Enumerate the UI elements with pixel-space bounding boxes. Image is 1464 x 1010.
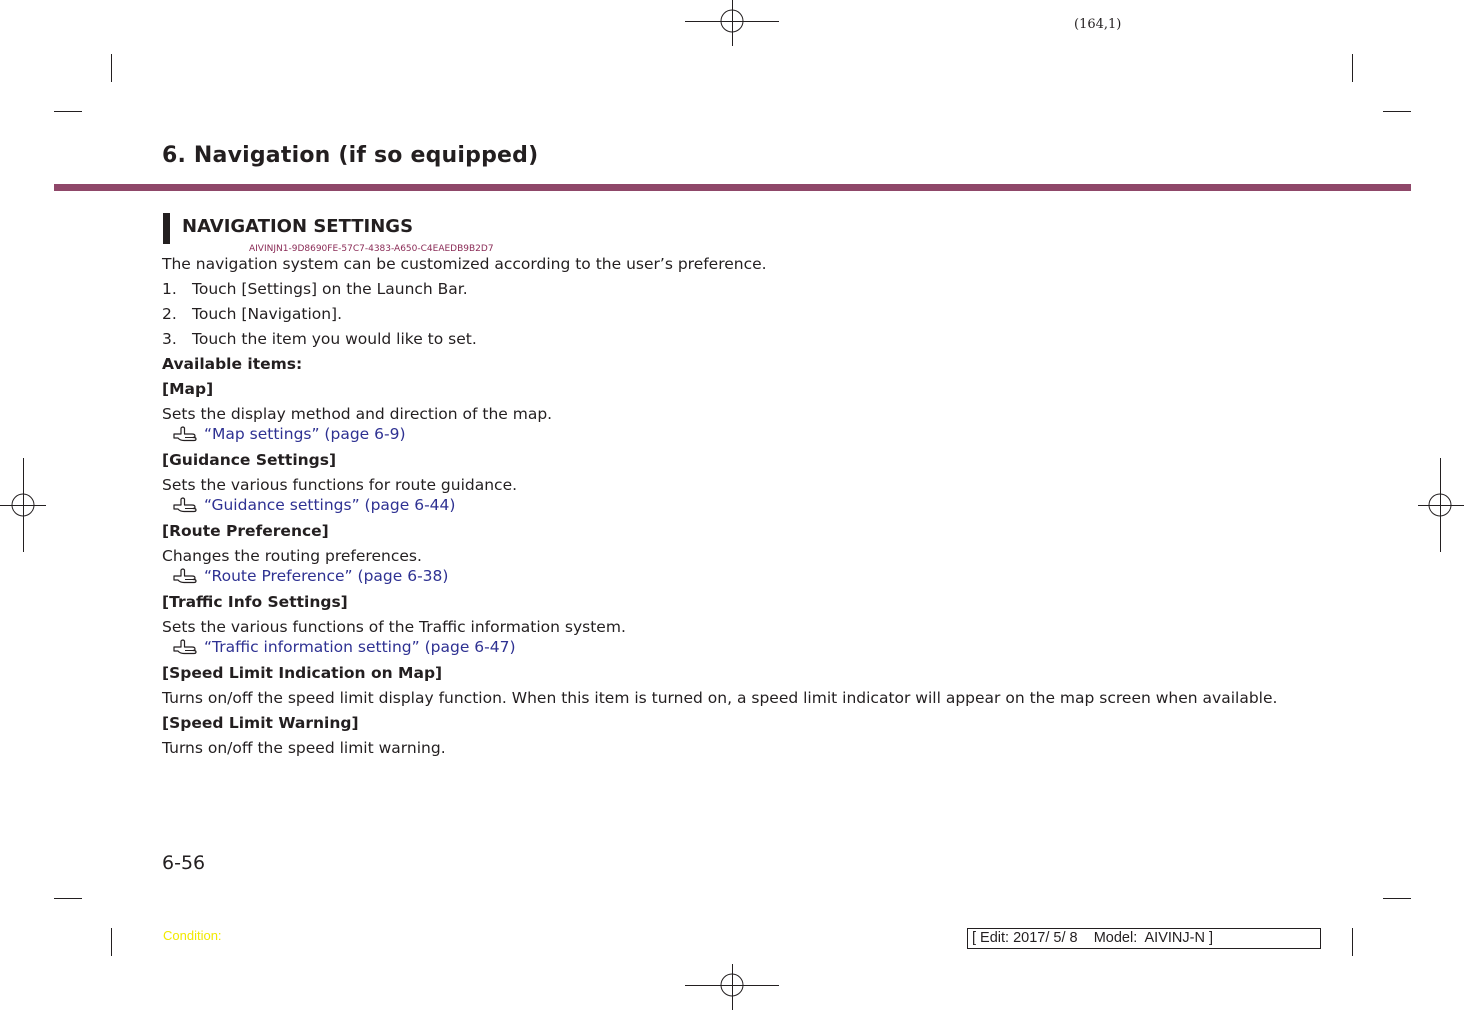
step-number: 1. <box>162 280 177 298</box>
item-label: [Map] <box>162 380 214 398</box>
reference-link[interactable]: “Route Preference” (page 6-38) <box>204 567 449 585</box>
step-number: 2. <box>162 305 177 323</box>
intro-paragraph: The navigation system can be customized according to the user’s preference. <box>162 255 767 273</box>
registration-circle-bottom <box>720 973 744 997</box>
pointing-hand-icon <box>172 567 204 585</box>
item-label: [Guidance Settings] <box>162 451 337 469</box>
step-text: Touch [Settings] on the Launch Bar. <box>192 280 468 298</box>
step-item <box>162 329 1322 349</box>
page-code: (164,1) <box>1074 17 1122 32</box>
item-reference <box>172 637 1322 657</box>
crop-mark <box>54 898 82 899</box>
edit-info-box: [ Edit: 2017/ 5/ 8 Model: AIVINJ-N ] <box>967 928 1321 949</box>
item-reference <box>172 424 1322 444</box>
item-label: [Speed Limit Warning] <box>162 714 359 732</box>
item-description: Turns on/off the speed limit warning. <box>162 739 446 757</box>
crop-mark <box>111 928 112 956</box>
step-text: Touch the item you would like to set. <box>192 330 477 348</box>
section-body <box>162 254 1322 763</box>
crop-mark <box>1383 111 1411 112</box>
section-marker-bar <box>163 213 170 244</box>
item-description: Turns on/off the speed limit display function. When this item is turned on, a speed limit indicator will appear on the map screen when available. <box>162 689 1278 707</box>
chapter-title: 6. Navigation (if so equipped) <box>162 143 539 168</box>
reference-link[interactable]: “Traffic information setting” (page 6-47) <box>204 638 516 656</box>
reference-link[interactable]: “Guidance settings” (page 6-44) <box>204 496 456 514</box>
registration-circle-top <box>720 9 744 33</box>
crop-mark <box>1352 928 1353 956</box>
item-description: Sets the various functions of the Traffic information system. <box>162 618 626 636</box>
item-label: [Traffic Info Settings] <box>162 593 348 611</box>
steps-list <box>162 279 1322 349</box>
item-description: Sets the display method and direction of the map. <box>162 405 553 423</box>
section-id: AIVINJN1-9D8690FE-57C7-4383-A650-C4EAEDB9B2D7 <box>249 244 494 254</box>
item-label: [Speed Limit Indication on Map] <box>162 664 443 682</box>
crop-mark <box>1383 898 1411 899</box>
step-number: 3. <box>162 330 177 348</box>
item-description: Changes the routing preferences. <box>162 547 422 565</box>
item-reference <box>172 495 1322 515</box>
section-title: NAVIGATION SETTINGS <box>182 216 414 237</box>
step-item <box>162 304 1322 324</box>
step-text: Touch [Navigation]. <box>192 305 343 323</box>
registration-circle-left <box>11 493 35 517</box>
pointing-hand-icon <box>172 425 204 443</box>
crop-mark <box>54 111 82 112</box>
page-number: 6-56 <box>162 852 206 874</box>
condition-label: Condition: <box>163 928 222 943</box>
crop-mark <box>111 54 112 82</box>
pointing-hand-icon <box>172 638 204 656</box>
crop-mark <box>1352 54 1353 82</box>
pointing-hand-icon <box>172 496 204 514</box>
reference-link[interactable]: “Map settings” (page 6-9) <box>204 425 406 443</box>
available-items <box>162 379 1322 758</box>
item-label: [Route Preference] <box>162 522 329 540</box>
registration-circle-right <box>1428 493 1452 517</box>
item-description: Sets the various functions for route guidance. <box>162 476 518 494</box>
item-reference <box>172 566 1322 586</box>
step-item <box>162 279 1322 299</box>
available-items-label: Available items: <box>162 355 303 373</box>
chapter-rule <box>54 184 1411 191</box>
